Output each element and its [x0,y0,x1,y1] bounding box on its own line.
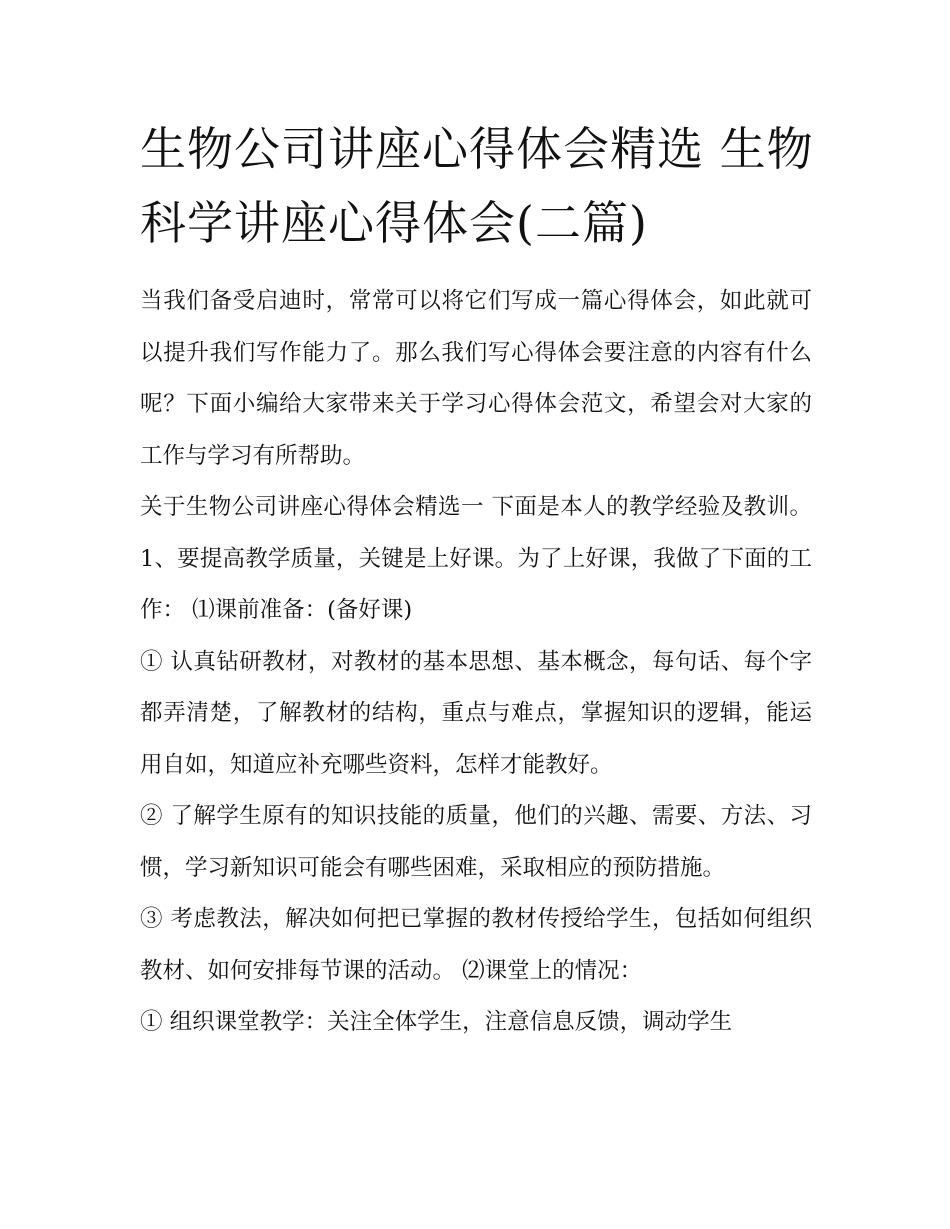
document-body [140,276,812,1049]
paragraph-item-3: ③ 考虑教法，解决如何把已掌握的教材传授给学生，包括如何组织教材、如何安排每节课的活动。 ⑵课堂上的情况： [140,906,812,984]
paragraph-classroom-item-1: ① 组织课堂教学：关注全体学生，注意信息反馈，调动学生 [140,1009,733,1035]
paragraph-item-1: ① 认真钻研教材，对教材的基本思想、基本概念，每句话、每个字都弄清楚，了解教材的结构，重点与难点，掌握知识的逻辑，能运用自如，知道应补充哪些资料，怎样才能教好。 [140,648,812,778]
paragraph-intro: 当我们备受启迪时，常常可以将它们写成一篇心得体会，如此就可以提升我们写作能力了。那么我们写心得体会要注意的内容有什么呢？下面小编给大家带来关于学习心得体会范文，希望会对大家的工作与学习有所帮助。 [140,288,812,469]
paragraph-section-one: 关于生物公司讲座心得体会精选一 下面是本人的教学经验及教训。 1、要提高教学质量，关键是上好课。为了上好课，我做了下面的工作： ⑴课前准备：(备好课) [140,494,812,623]
paragraph-item-2: ② 了解学生原有的知识技能的质量，他们的兴趣、需要、方法、习惯，学习新知识可能会有哪些困难，采取相应的预防措施。 [140,803,812,881]
document-title: 生物公司讲座心得体会精选 生物科学讲座心得体会(二篇) [140,122,814,250]
